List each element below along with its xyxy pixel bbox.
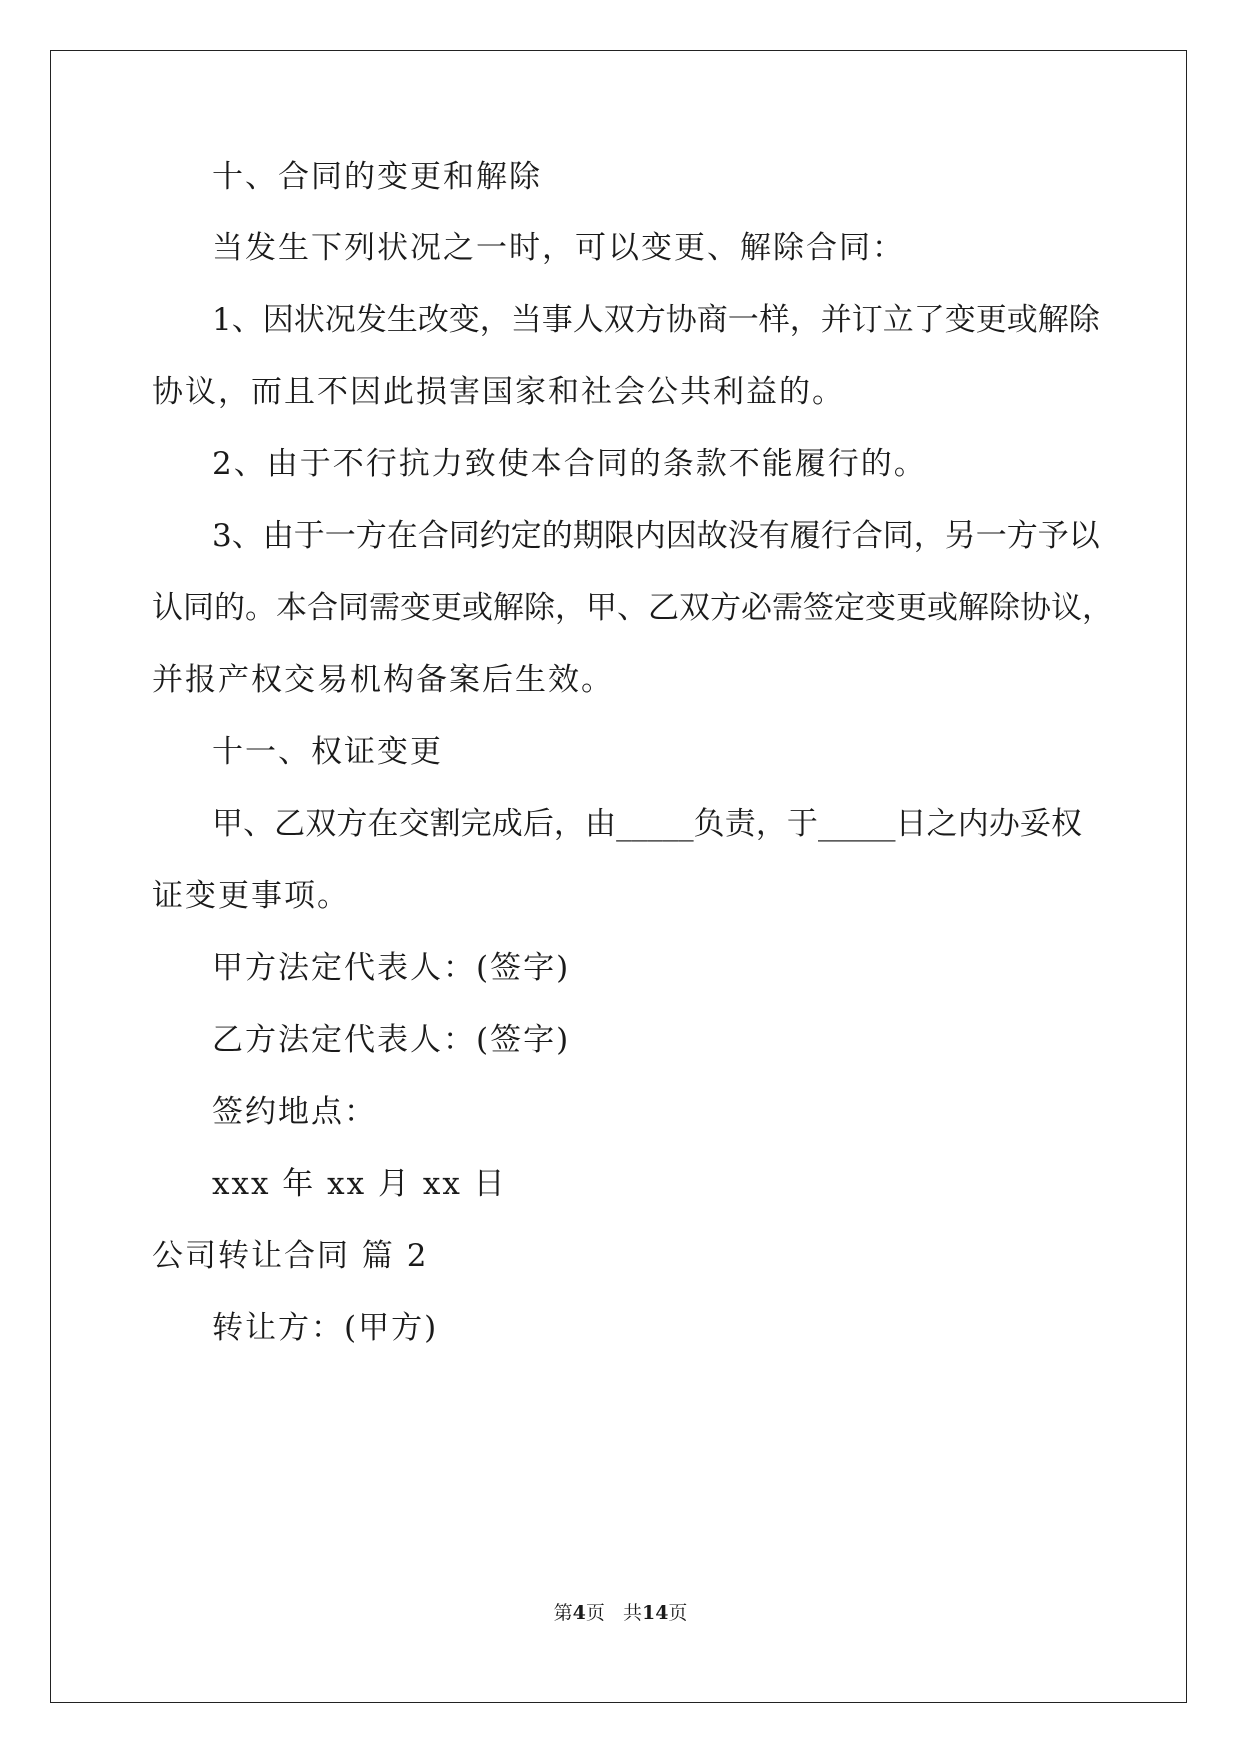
paragraph-line: 当发生下列状况之一时，可以变更、解除合同：: [212, 230, 905, 266]
paragraph-line: 证变更事项。: [152, 878, 350, 914]
paragraph-line: 3、由于一方在合同约定的期限内因故没有履行合同，另一方予以: [212, 518, 1100, 554]
section-heading-10: 十、合同的变更和解除: [212, 159, 542, 195]
paragraph-line: 认同的。本合同需变更或解除，甲、乙双方必需签定变更或解除协议，: [152, 590, 1113, 626]
footer-total-pages: 14: [641, 1602, 669, 1624]
contract-title: 公司转让合同 篇 2: [152, 1238, 429, 1274]
signature-line-party-a: 甲方法定代表人：(签字): [212, 950, 571, 986]
signing-date: xxx 年 xx 月 xx 日: [212, 1166, 507, 1202]
paragraph-line: 2、由于不行抗力致使本合同的条款不能履行的。: [212, 446, 927, 482]
signing-location: 签约地点：: [212, 1094, 377, 1130]
paragraph-line: 甲、乙双方在交割完成后，由_____负责，于_____日之内办妥权: [212, 806, 1082, 842]
footer-page-suffix: 页: [585, 1602, 605, 1624]
page-footer: [0, 1601, 1241, 1625]
paragraph-line: 并报产权交易机构备案后生效。: [152, 662, 614, 698]
signature-line-party-b: 乙方法定代表人：(签字): [212, 1022, 571, 1058]
footer-total-suffix: 页: [668, 1602, 688, 1624]
footer-total-prefix: 共: [622, 1602, 642, 1624]
footer-page-number: 4: [572, 1602, 586, 1624]
footer-prefix: 第: [553, 1602, 573, 1624]
paragraph-line: 1、因状况发生改变，当事人双方协商一样，并订立了变更或解除: [212, 302, 1100, 338]
paragraph-line: 协议，而且不因此损害国家和社会公共利益的。: [152, 374, 845, 410]
paragraph-line: 转让方：(甲方): [212, 1310, 439, 1346]
section-heading-11: 十一、权证变更: [212, 734, 443, 770]
